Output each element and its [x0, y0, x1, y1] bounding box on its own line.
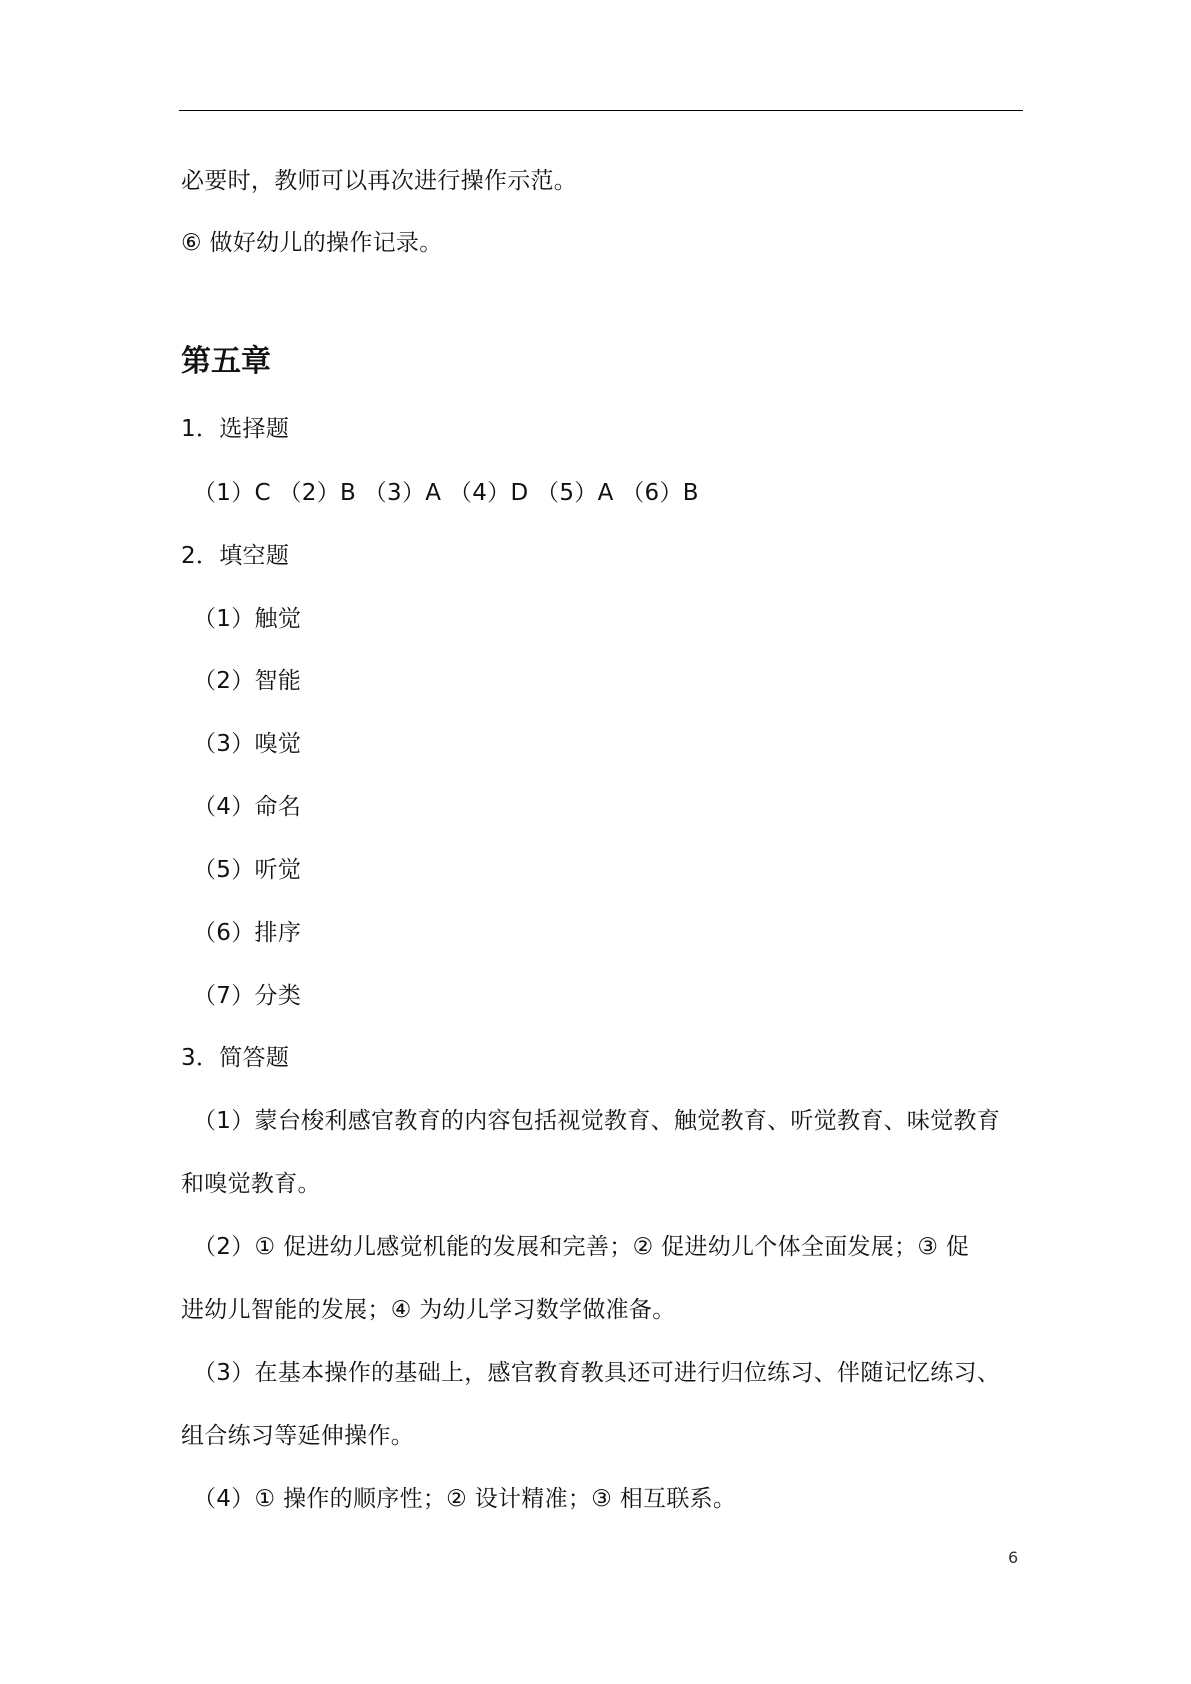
page-number: 6	[1008, 1548, 1019, 1567]
section-1-heading: 1．选择题	[181, 416, 290, 442]
fill-blank-item: （6）排序	[193, 920, 302, 946]
short-answer-3-line-2: 组合练习等延伸操作。	[181, 1423, 414, 1449]
short-answer-1-line-2: 和嗅觉教育。	[181, 1171, 321, 1197]
fill-blank-item: （5）听觉	[193, 857, 302, 883]
fill-blank-item: （1）触觉	[193, 606, 302, 632]
continuation-line-2: ⑥ 做好幼儿的操作记录。	[181, 230, 443, 256]
fill-blank-item: （4）命名	[193, 794, 302, 820]
fill-blank-item: （7）分类	[193, 983, 302, 1009]
short-answer-2-line-1: （2）① 促进幼儿感觉机能的发展和完善；② 促进幼儿个体全面发展；③ 促	[193, 1234, 970, 1260]
chapter-title: 第五章	[181, 344, 271, 379]
short-answer-3-line-1: （3）在基本操作的基础上，感官教育教具还可进行归位练习、伴随记忆练习、	[193, 1360, 1001, 1386]
continuation-line-1: 必要时，教师可以再次进行操作示范。	[181, 168, 578, 194]
short-answer-1-line-1: （1）蒙台梭利感官教育的内容包括视觉教育、触觉教育、听觉教育、味觉教育	[193, 1108, 1001, 1134]
short-answer-2-line-2: 进幼儿智能的发展；④ 为幼儿学习数学做准备。	[181, 1297, 676, 1323]
section-3-heading: 3．简答题	[181, 1045, 290, 1071]
section-1-answers: （1）C （2）B （3）A （4）D （5）A （6）B	[193, 480, 699, 506]
short-answer-4-line-1: （4）① 操作的顺序性；② 设计精准；③ 相互联系。	[193, 1486, 737, 1512]
header-rule	[179, 110, 1023, 111]
fill-blank-item: （3）嗅觉	[193, 731, 302, 757]
section-2-heading: 2．填空题	[181, 543, 290, 569]
fill-blank-item: （2）智能	[193, 668, 302, 694]
